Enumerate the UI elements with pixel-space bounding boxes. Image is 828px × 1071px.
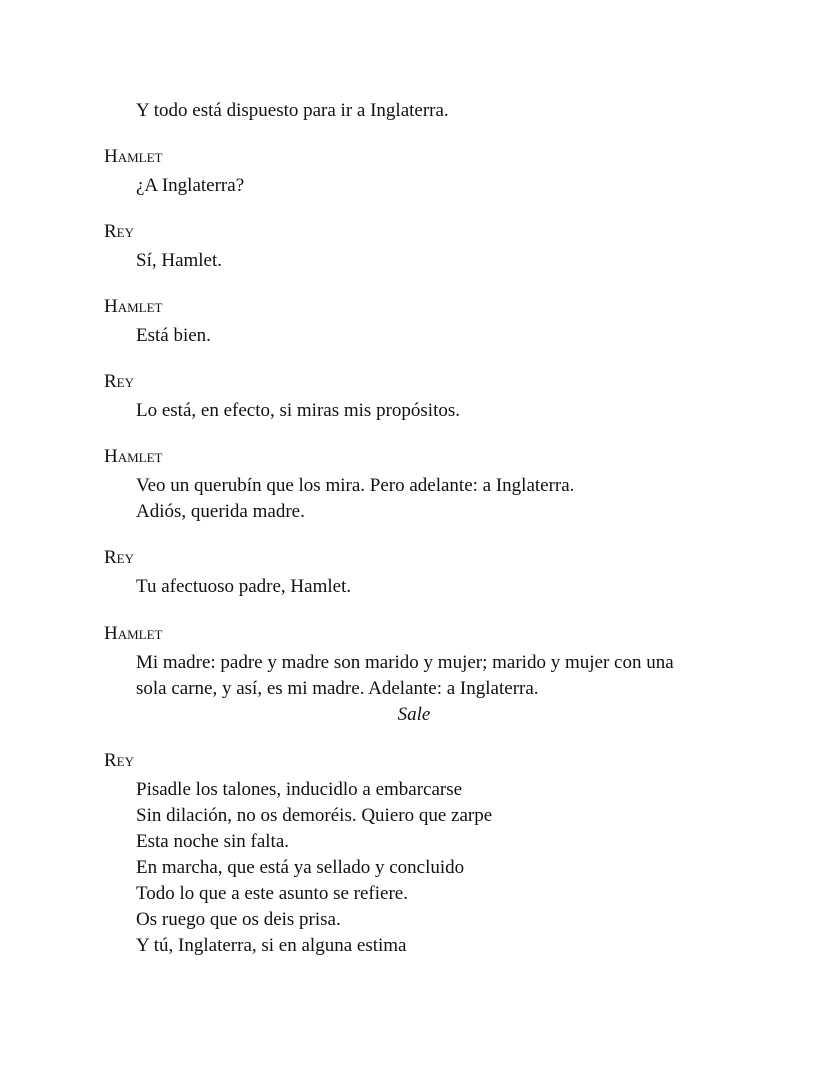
- dialogue-line: Sí, Hamlet.: [136, 250, 223, 271]
- speaker-name: Rey: [104, 221, 135, 242]
- dialogue-line: Y tú, Inglaterra, si en alguna estima: [136, 935, 407, 956]
- dialogue-line: Tu afectuoso padre, Hamlet.: [136, 576, 352, 597]
- speaker-name: Rey: [104, 547, 135, 568]
- dialogue-line: Veo un querubín que los mira. Pero adelante: a Inglaterra.: [136, 475, 575, 496]
- dialogue-line: sola carne, y así, es mi madre. Adelante: a Inglaterra.: [136, 678, 539, 699]
- dialogue-line: En marcha, que está ya sellado y concluido: [136, 857, 465, 878]
- dialogue-line: Mi madre: padre y madre son marido y mujer; marido y mujer con una: [136, 652, 674, 673]
- speaker-name: Hamlet: [104, 146, 163, 167]
- dialogue-line: Os ruego que os deis prisa.: [136, 909, 341, 930]
- dialogue-line: Pisadle los talones, inducidlo a embarcarse: [136, 779, 463, 800]
- dialogue-line: Esta noche sin falta.: [136, 831, 290, 852]
- dialogue-line: Y todo está dispuesto para ir a Inglaterra.: [136, 100, 449, 121]
- dialogue-line: Lo está, en efecto, si miras mis propósitos.: [136, 400, 460, 421]
- dialogue-line: Todo lo que a este asunto se refiere.: [136, 883, 408, 904]
- speaker-name: Hamlet: [104, 296, 163, 317]
- speaker-name: Hamlet: [104, 623, 163, 644]
- speaker-name: Hamlet: [104, 446, 163, 467]
- stage-direction: Sale: [397, 704, 431, 725]
- dialogue-line: Adiós, querida madre.: [136, 501, 305, 522]
- dialogue-line: Sin dilación, no os demoréis. Quiero que zarpe: [136, 805, 493, 826]
- speaker-name: Rey: [104, 750, 135, 771]
- dialogue-line: ¿A Inglaterra?: [136, 175, 245, 196]
- dialogue-line: Está bien.: [136, 325, 211, 346]
- speaker-name: Rey: [104, 371, 135, 392]
